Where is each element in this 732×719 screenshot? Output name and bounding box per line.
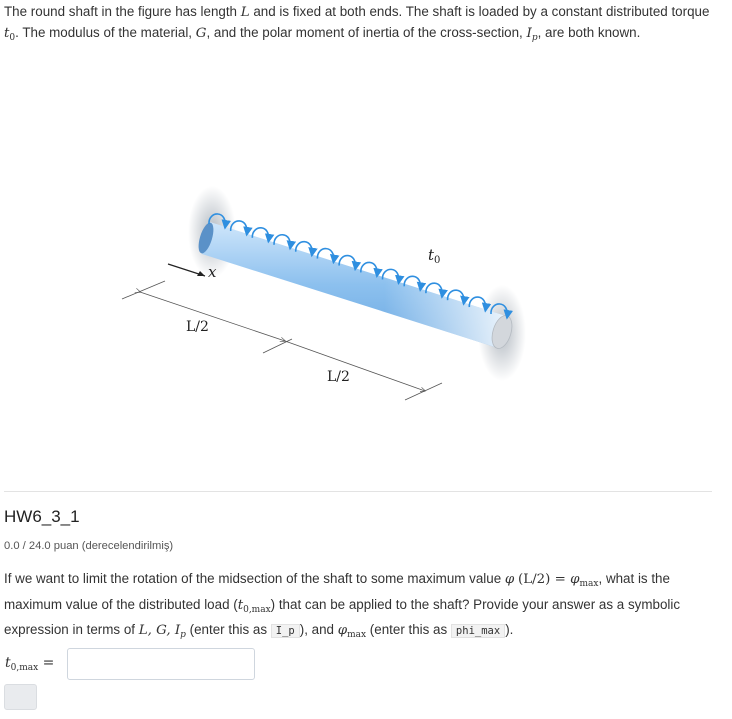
code-phi-max: phi_max — [451, 624, 505, 638]
section-divider — [4, 491, 712, 492]
half-length-label-right: L/2 — [327, 369, 350, 385]
torque-label: $t_0$ — [428, 246, 441, 266]
shaft-figure — [100, 170, 540, 430]
problem-intro: The round shaft in the figure has length L and is fixed at both ends. The shaft is loaded by a constant distributed torque $t_0$. The modulus of the material, G, and the polar moment of inertia of the cross-section, $I_p$, are both known. — [4, 4, 710, 43]
submit-button[interactable] — [4, 684, 37, 710]
answer-label: $t_{0,max}$ = — [5, 655, 55, 673]
half-length-label-left: L/2 — [186, 319, 209, 335]
shaft — [196, 221, 516, 351]
code-ip: I_p — [271, 624, 300, 638]
x-label: x — [208, 263, 217, 281]
problem-title: HW6_3_1 — [4, 507, 80, 526]
question-text: If we want to limit the rotation of the midsection of the shaft to some maximum value φ $(L/2) = \varphi_{max}$, what is the maximum value of the distributed load $(t_{0,max})$ that can be applied to the shaft? Provide your answer as a symbolic expression in terms of L, G, $I_p$ (enter this as I_p ), and $\varphi_{max}$ (enter this as phi_max ). — [4, 571, 681, 640]
answer-input[interactable] — [67, 648, 255, 680]
problem-score: 0.0 / 24.0 puan (derecelendirilmiş) — [4, 540, 174, 552]
